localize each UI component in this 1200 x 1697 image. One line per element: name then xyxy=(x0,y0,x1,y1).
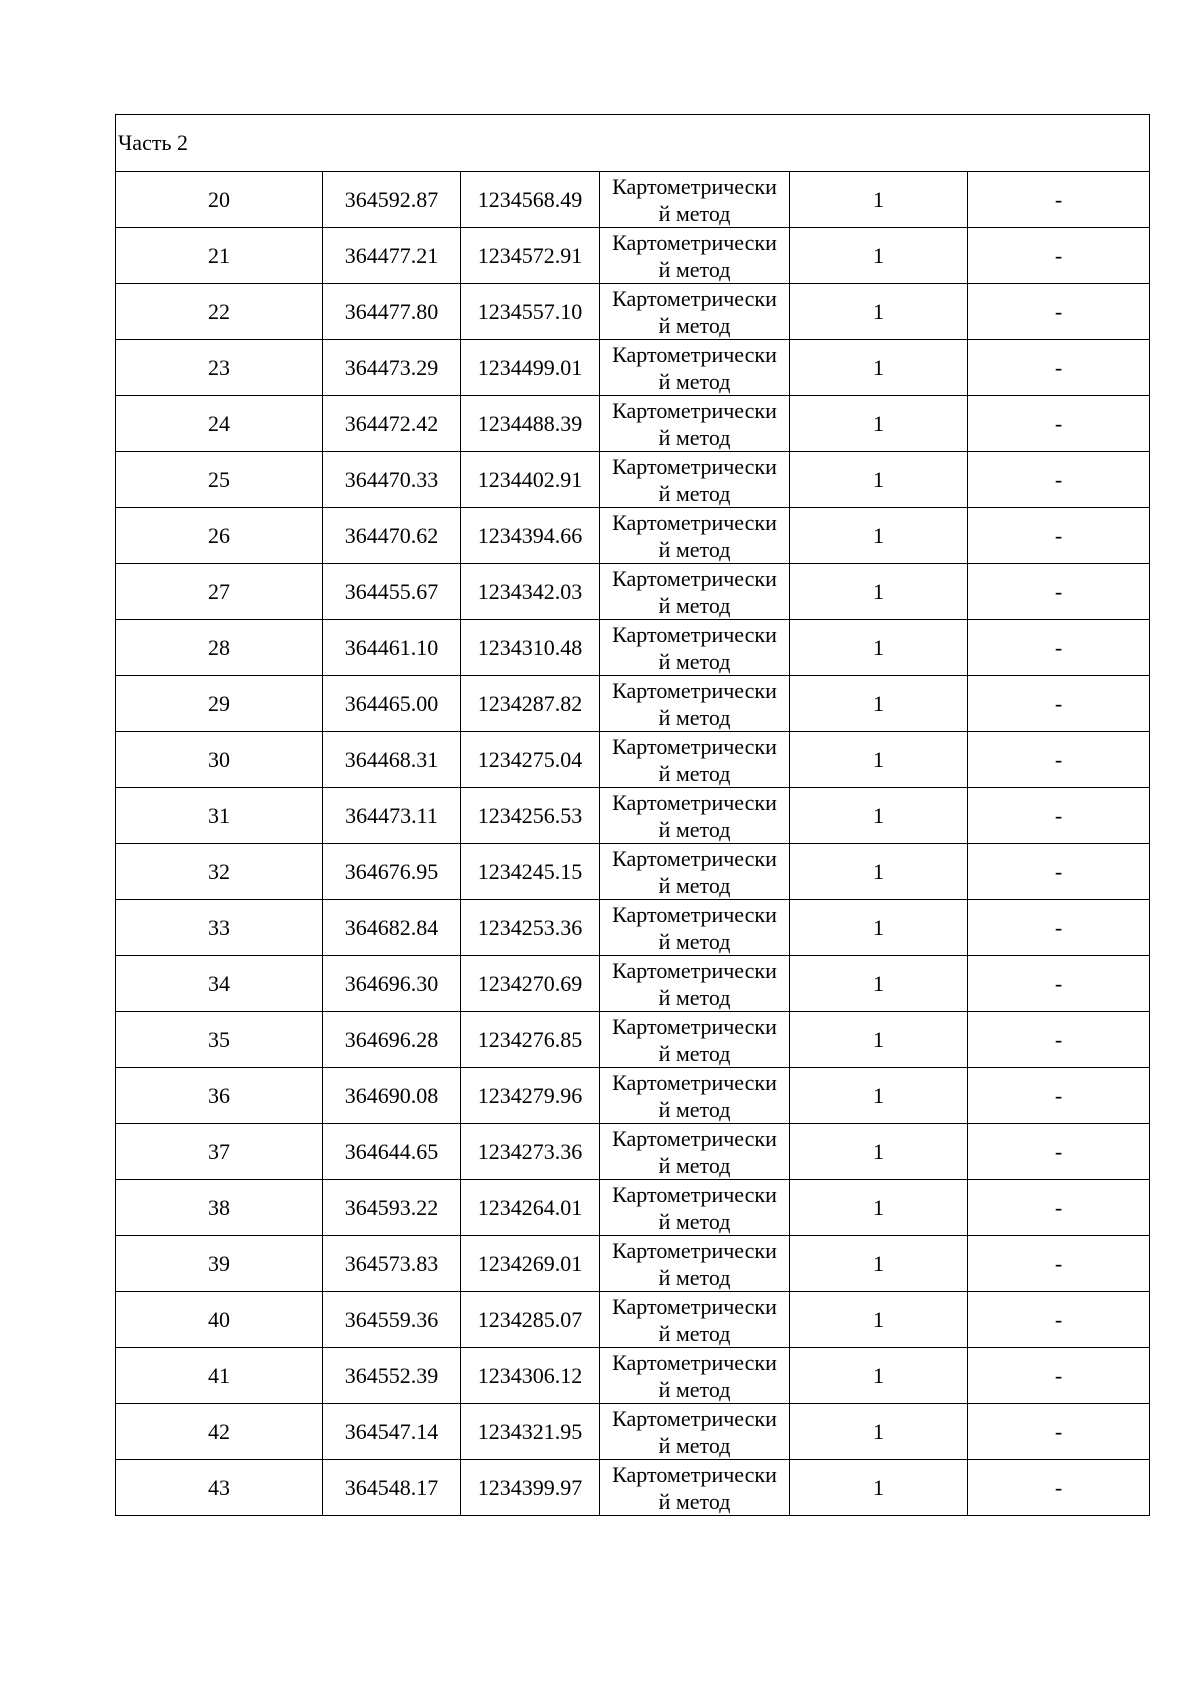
accuracy-cell: 1 xyxy=(790,564,968,620)
accuracy-cell: 1 xyxy=(790,508,968,564)
part-header-row xyxy=(116,115,1150,172)
method-cell: Картометрически й метод xyxy=(600,1012,790,1068)
accuracy-cell: 1 xyxy=(790,1236,968,1292)
coord-x-cell: 364547.14 xyxy=(323,1404,461,1460)
method-cell: Картометрически й метод xyxy=(600,620,790,676)
part-label: Часть 2 xyxy=(116,115,1150,172)
coord-x-cell: 364592.87 xyxy=(323,172,461,228)
method-cell: Картометрически й метод xyxy=(600,564,790,620)
note-cell: - xyxy=(968,1292,1150,1348)
coord-y-cell: 1234275.04 xyxy=(461,732,600,788)
coord-x-cell: 364696.28 xyxy=(323,1012,461,1068)
method-cell: Картометрически й метод xyxy=(600,172,790,228)
coord-y-cell: 1234310.48 xyxy=(461,620,600,676)
coord-x-cell: 364465.00 xyxy=(323,676,461,732)
point-number-cell: 22 xyxy=(116,284,323,340)
method-cell: Картометрически й метод xyxy=(600,396,790,452)
coord-y-cell: 1234276.85 xyxy=(461,1012,600,1068)
accuracy-cell: 1 xyxy=(790,1068,968,1124)
table-row xyxy=(116,1236,1150,1292)
table-row xyxy=(116,956,1150,1012)
table-row xyxy=(116,452,1150,508)
point-number-cell: 37 xyxy=(116,1124,323,1180)
coord-y-cell: 1234253.36 xyxy=(461,900,600,956)
coord-x-cell: 364461.10 xyxy=(323,620,461,676)
method-cell: Картометрически й метод xyxy=(600,788,790,844)
accuracy-cell: 1 xyxy=(790,900,968,956)
accuracy-cell: 1 xyxy=(790,732,968,788)
table-row xyxy=(116,620,1150,676)
table-row xyxy=(116,1404,1150,1460)
point-number-cell: 32 xyxy=(116,844,323,900)
accuracy-cell: 1 xyxy=(790,1292,968,1348)
coord-y-cell: 1234572.91 xyxy=(461,228,600,284)
accuracy-cell: 1 xyxy=(790,172,968,228)
method-cell: Картометрически й метод xyxy=(600,284,790,340)
note-cell: - xyxy=(968,788,1150,844)
note-cell: - xyxy=(968,956,1150,1012)
coord-x-cell: 364548.17 xyxy=(323,1460,461,1516)
note-cell: - xyxy=(968,340,1150,396)
point-number-cell: 20 xyxy=(116,172,323,228)
note-cell: - xyxy=(968,228,1150,284)
accuracy-cell: 1 xyxy=(790,676,968,732)
table-row xyxy=(116,732,1150,788)
point-number-cell: 29 xyxy=(116,676,323,732)
note-cell: - xyxy=(968,1012,1150,1068)
point-number-cell: 33 xyxy=(116,900,323,956)
table-row xyxy=(116,1292,1150,1348)
method-cell: Картометрически й метод xyxy=(600,1460,790,1516)
method-cell: Картометрически й метод xyxy=(600,956,790,1012)
coord-x-cell: 364473.29 xyxy=(323,340,461,396)
method-cell: Картометрически й метод xyxy=(600,1236,790,1292)
table-row xyxy=(116,676,1150,732)
coord-y-cell: 1234499.01 xyxy=(461,340,600,396)
accuracy-cell: 1 xyxy=(790,340,968,396)
method-cell: Картометрически й метод xyxy=(600,676,790,732)
point-number-cell: 31 xyxy=(116,788,323,844)
coord-y-cell: 1234402.91 xyxy=(461,452,600,508)
coord-x-cell: 364470.62 xyxy=(323,508,461,564)
accuracy-cell: 1 xyxy=(790,1404,968,1460)
accuracy-cell: 1 xyxy=(790,396,968,452)
accuracy-cell: 1 xyxy=(790,1180,968,1236)
point-number-cell: 28 xyxy=(116,620,323,676)
coord-y-cell: 1234568.49 xyxy=(461,172,600,228)
table-row xyxy=(116,340,1150,396)
table-row xyxy=(116,788,1150,844)
method-cell: Картометрически й метод xyxy=(600,1292,790,1348)
coord-x-cell: 364552.39 xyxy=(323,1348,461,1404)
note-cell: - xyxy=(968,900,1150,956)
coord-x-cell: 364470.33 xyxy=(323,452,461,508)
accuracy-cell: 1 xyxy=(790,1012,968,1068)
table-row xyxy=(116,1124,1150,1180)
table-row xyxy=(116,172,1150,228)
coordinates-table xyxy=(115,114,1150,1516)
point-number-cell: 21 xyxy=(116,228,323,284)
point-number-cell: 26 xyxy=(116,508,323,564)
table-row xyxy=(116,564,1150,620)
point-number-cell: 27 xyxy=(116,564,323,620)
method-cell: Картометрически й метод xyxy=(600,732,790,788)
table-row xyxy=(116,1348,1150,1404)
point-number-cell: 24 xyxy=(116,396,323,452)
method-cell: Картометрически й метод xyxy=(600,1404,790,1460)
table-body xyxy=(116,115,1150,1516)
note-cell: - xyxy=(968,284,1150,340)
table-row xyxy=(116,844,1150,900)
accuracy-cell: 1 xyxy=(790,1124,968,1180)
table-row xyxy=(116,508,1150,564)
table-row xyxy=(116,1068,1150,1124)
coord-x-cell: 364696.30 xyxy=(323,956,461,1012)
method-cell: Картометрически й метод xyxy=(600,1180,790,1236)
coord-x-cell: 364559.36 xyxy=(323,1292,461,1348)
method-cell: Картометрически й метод xyxy=(600,1348,790,1404)
coord-y-cell: 1234273.36 xyxy=(461,1124,600,1180)
table-row xyxy=(116,1180,1150,1236)
accuracy-cell: 1 xyxy=(790,1460,968,1516)
coord-x-cell: 364477.21 xyxy=(323,228,461,284)
table-row xyxy=(116,900,1150,956)
accuracy-cell: 1 xyxy=(790,956,968,1012)
method-cell: Картометрически й метод xyxy=(600,844,790,900)
point-number-cell: 39 xyxy=(116,1236,323,1292)
coord-y-cell: 1234285.07 xyxy=(461,1292,600,1348)
point-number-cell: 30 xyxy=(116,732,323,788)
accuracy-cell: 1 xyxy=(790,788,968,844)
coord-y-cell: 1234488.39 xyxy=(461,396,600,452)
table-row xyxy=(116,1012,1150,1068)
coord-x-cell: 364477.80 xyxy=(323,284,461,340)
table-row xyxy=(116,1460,1150,1516)
point-number-cell: 43 xyxy=(116,1460,323,1516)
accuracy-cell: 1 xyxy=(790,620,968,676)
note-cell: - xyxy=(968,172,1150,228)
note-cell: - xyxy=(968,732,1150,788)
note-cell: - xyxy=(968,676,1150,732)
note-cell: - xyxy=(968,564,1150,620)
coord-x-cell: 364573.83 xyxy=(323,1236,461,1292)
point-number-cell: 40 xyxy=(116,1292,323,1348)
accuracy-cell: 1 xyxy=(790,284,968,340)
coord-x-cell: 364468.31 xyxy=(323,732,461,788)
coord-x-cell: 364472.42 xyxy=(323,396,461,452)
accuracy-cell: 1 xyxy=(790,844,968,900)
accuracy-cell: 1 xyxy=(790,452,968,508)
coord-y-cell: 1234557.10 xyxy=(461,284,600,340)
note-cell: - xyxy=(968,1460,1150,1516)
point-number-cell: 41 xyxy=(116,1348,323,1404)
point-number-cell: 42 xyxy=(116,1404,323,1460)
coord-y-cell: 1234321.95 xyxy=(461,1404,600,1460)
method-cell: Картометрически й метод xyxy=(600,1124,790,1180)
table-row xyxy=(116,284,1150,340)
note-cell: - xyxy=(968,508,1150,564)
coord-x-cell: 364644.65 xyxy=(323,1124,461,1180)
method-cell: Картометрически й метод xyxy=(600,1068,790,1124)
method-cell: Картометрически й метод xyxy=(600,508,790,564)
coord-y-cell: 1234245.15 xyxy=(461,844,600,900)
accuracy-cell: 1 xyxy=(790,1348,968,1404)
note-cell: - xyxy=(968,844,1150,900)
point-number-cell: 34 xyxy=(116,956,323,1012)
table-row xyxy=(116,396,1150,452)
note-cell: - xyxy=(968,1404,1150,1460)
method-cell: Картометрически й метод xyxy=(600,340,790,396)
coord-x-cell: 364473.11 xyxy=(323,788,461,844)
coord-y-cell: 1234399.97 xyxy=(461,1460,600,1516)
coord-y-cell: 1234269.01 xyxy=(461,1236,600,1292)
note-cell: - xyxy=(968,1348,1150,1404)
method-cell: Картометрически й метод xyxy=(600,900,790,956)
coord-x-cell: 364455.67 xyxy=(323,564,461,620)
coord-y-cell: 1234306.12 xyxy=(461,1348,600,1404)
note-cell: - xyxy=(968,396,1150,452)
coord-x-cell: 364690.08 xyxy=(323,1068,461,1124)
method-cell: Картометрически й метод xyxy=(600,452,790,508)
method-cell: Картометрически й метод xyxy=(600,228,790,284)
coord-y-cell: 1234394.66 xyxy=(461,508,600,564)
point-number-cell: 36 xyxy=(116,1068,323,1124)
note-cell: - xyxy=(968,1124,1150,1180)
coord-y-cell: 1234264.01 xyxy=(461,1180,600,1236)
point-number-cell: 35 xyxy=(116,1012,323,1068)
coord-y-cell: 1234342.03 xyxy=(461,564,600,620)
coord-x-cell: 364676.95 xyxy=(323,844,461,900)
note-cell: - xyxy=(968,1068,1150,1124)
note-cell: - xyxy=(968,620,1150,676)
coord-y-cell: 1234256.53 xyxy=(461,788,600,844)
accuracy-cell: 1 xyxy=(790,228,968,284)
point-number-cell: 38 xyxy=(116,1180,323,1236)
note-cell: - xyxy=(968,1180,1150,1236)
note-cell: - xyxy=(968,452,1150,508)
note-cell: - xyxy=(968,1236,1150,1292)
coord-y-cell: 1234270.69 xyxy=(461,956,600,1012)
coord-y-cell: 1234287.82 xyxy=(461,676,600,732)
point-number-cell: 25 xyxy=(116,452,323,508)
coord-x-cell: 364593.22 xyxy=(323,1180,461,1236)
table-row xyxy=(116,228,1150,284)
point-number-cell: 23 xyxy=(116,340,323,396)
coord-x-cell: 364682.84 xyxy=(323,900,461,956)
coord-y-cell: 1234279.96 xyxy=(461,1068,600,1124)
